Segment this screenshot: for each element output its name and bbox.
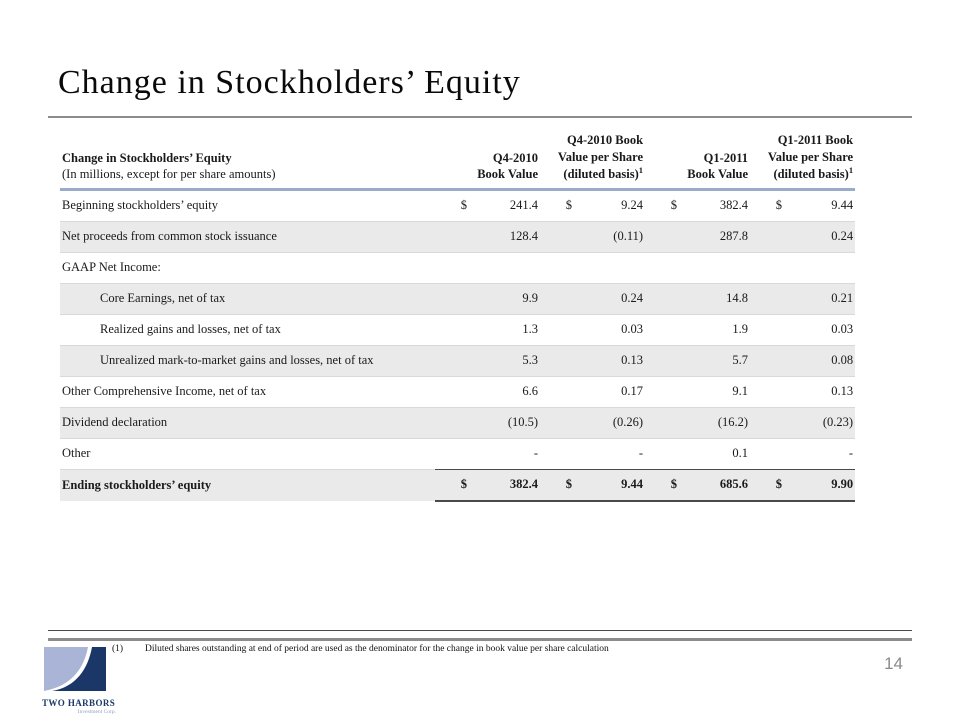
cell-value: (0.11) [572, 221, 645, 252]
equity-table-wrap [60, 126, 855, 502]
cell-dollar [645, 407, 677, 438]
cell-value: 9.9 [467, 283, 540, 314]
company-logo [42, 647, 116, 715]
cell-value: 128.4 [467, 221, 540, 252]
table-row [60, 314, 855, 345]
cell-dollar [435, 376, 467, 407]
cell-dollar [435, 252, 467, 283]
cell-dollar [540, 345, 572, 376]
cell-value [572, 252, 645, 283]
cell-dollar [645, 221, 677, 252]
table-title: Change in Stockholders’ Equity [62, 150, 232, 165]
cell-value: 9.1 [677, 376, 750, 407]
row-label: Other [60, 438, 435, 469]
page-number: 14 [884, 654, 903, 673]
logo-subtitle: Investment Corp. [77, 709, 116, 715]
table-row [60, 376, 855, 407]
cell-value: - [782, 438, 855, 469]
cell-dollar [540, 314, 572, 345]
cell-dollar [645, 283, 677, 314]
cell-dollar [750, 314, 782, 345]
table-row-total [60, 469, 855, 501]
row-label: Realized gains and losses, net of tax [60, 314, 435, 345]
table-row [60, 221, 855, 252]
cell-value: 0.13 [782, 376, 855, 407]
table-row [60, 189, 855, 221]
row-label: Other Comprehensive Income, net of tax [60, 376, 435, 407]
cell-value: 0.1 [677, 438, 750, 469]
cell-value: 382.4 [719, 198, 749, 213]
column-header-q1-2011-book-value: Q1-2011 Book Value [645, 126, 750, 189]
cell-value: 0.21 [782, 283, 855, 314]
table-row [60, 345, 855, 376]
footnote-text: Diluted shares outstanding at end of period are used as the denominator for the change in book value per share calculation [145, 644, 609, 654]
logo-wordmark: TWO HARBORS [42, 698, 116, 708]
cell-value: 9.44 [572, 469, 645, 501]
column-header-q1-2011-bvps: Q1-2011 Book Value per Share (diluted basis)$^1$ [750, 126, 855, 189]
cell-value [677, 252, 750, 283]
cell-dollar [645, 252, 677, 283]
cell-value: 9.90 [782, 469, 855, 501]
cell-dollar [645, 345, 677, 376]
table-row [60, 252, 855, 283]
column-header-q4-2010-bvps: Q4-2010 Book Value per Share (diluted basis)$^1$ [540, 126, 645, 189]
cell-dollar [435, 345, 467, 376]
cell-dollar [750, 407, 782, 438]
cell-dollar [540, 376, 572, 407]
cell-dollar [750, 252, 782, 283]
cell-value: 9.24 [621, 198, 644, 213]
row-label: Dividend declaration [60, 407, 435, 438]
footnote-ref-icon: 1 [848, 165, 854, 175]
cell-value: 1.3 [467, 314, 540, 345]
cell-value: 1.9 [677, 314, 750, 345]
cell-dollar: $ [460, 198, 467, 213]
cell-value: 0.24 [572, 283, 645, 314]
cell-dollar [750, 345, 782, 376]
cell-dollar: $ [750, 469, 782, 501]
footer-divider-thick [48, 638, 912, 641]
cell-dollar: $ [565, 198, 573, 213]
cell-dollar [750, 283, 782, 314]
page-title: Change in Stockholders’ Equity [58, 64, 521, 101]
cell-value: (0.26) [572, 407, 645, 438]
cell-value: 14.8 [677, 283, 750, 314]
cell-dollar [540, 438, 572, 469]
cell-value: - [572, 438, 645, 469]
cell-value: 5.3 [467, 345, 540, 376]
cell-dollar [750, 376, 782, 407]
cell-value: 382.4 [467, 469, 540, 501]
cell-dollar [435, 221, 467, 252]
equity-table [60, 126, 855, 502]
column-header-q4-2010-book-value: Q4-2010 Book Value [435, 126, 540, 189]
footnote [112, 644, 609, 654]
row-label: Beginning stockholders’ equity [62, 198, 218, 213]
table-row [60, 407, 855, 438]
cell-dollar [435, 407, 467, 438]
cell-dollar: $ [670, 198, 678, 213]
footnote-marker: (1) [112, 644, 124, 654]
two-harbors-logo-icon [42, 647, 114, 697]
cell-dollar [540, 407, 572, 438]
cell-value: - [467, 438, 540, 469]
cell-dollar: $ [775, 198, 783, 213]
cell-value: 0.24 [782, 221, 855, 252]
table-subtitle: (In millions, except for per share amounts) [62, 167, 276, 182]
cell-dollar [645, 376, 677, 407]
cell-value: 241.4 [509, 198, 539, 213]
cell-value: 0.03 [572, 314, 645, 345]
cell-dollar [435, 314, 467, 345]
cell-dollar [435, 283, 467, 314]
row-label: Unrealized mark-to-market gains and losses, net of tax [60, 345, 435, 376]
cell-value [782, 252, 855, 283]
table-header-row [60, 126, 855, 189]
cell-dollar [750, 438, 782, 469]
cell-dollar [540, 221, 572, 252]
title-divider [48, 116, 912, 118]
table-row [60, 283, 855, 314]
cell-value: 0.17 [572, 376, 645, 407]
cell-value: 9.44 [831, 198, 854, 213]
cell-value: 5.7 [677, 345, 750, 376]
row-label: Core Earnings, net of tax [60, 283, 435, 314]
cell-value: (16.2) [677, 407, 750, 438]
cell-value [467, 252, 540, 283]
cell-dollar [645, 438, 677, 469]
cell-dollar [645, 314, 677, 345]
row-label: GAAP Net Income: [60, 252, 435, 283]
cell-dollar [435, 438, 467, 469]
cell-value: 287.8 [677, 221, 750, 252]
footer-divider-thin [48, 630, 912, 631]
cell-value: 0.03 [782, 314, 855, 345]
cell-dollar: $ [540, 469, 572, 501]
footnote-ref-icon: 1 [638, 165, 644, 175]
cell-value: 685.6 [677, 469, 750, 501]
cell-value: (0.23) [782, 407, 855, 438]
table-row [60, 438, 855, 469]
cell-value: (10.5) [467, 407, 540, 438]
table-header-label [60, 126, 435, 189]
cell-dollar: $ [645, 469, 677, 501]
cell-dollar [540, 252, 572, 283]
cell-dollar [540, 283, 572, 314]
cell-dollar: $ [435, 469, 467, 501]
cell-dollar [750, 221, 782, 252]
row-label: Ending stockholders’ equity [60, 469, 435, 501]
cell-value: 0.13 [572, 345, 645, 376]
cell-value: 0.08 [782, 345, 855, 376]
row-label: Net proceeds from common stock issuance [60, 221, 435, 252]
cell-value: 6.6 [467, 376, 540, 407]
